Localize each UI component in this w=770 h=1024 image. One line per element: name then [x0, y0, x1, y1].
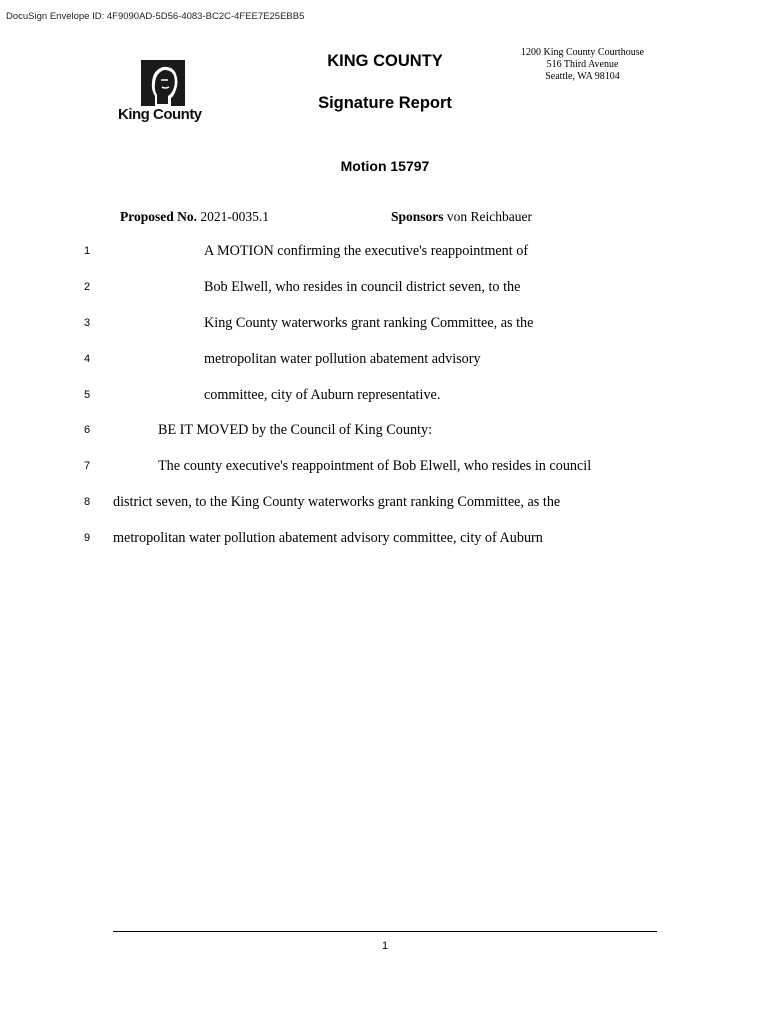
docusign-envelope-id: DocuSign Envelope ID: 4F9090AD-5D56-4083-BC2C-4FEE7E25EBB5	[6, 11, 305, 22]
motion-line: King County waterworks grant ranking Committee, as the	[204, 315, 534, 331]
address-line: 516 Third Avenue	[546, 59, 619, 70]
sponsors	[391, 209, 532, 225]
report-title: Signature Report	[318, 94, 452, 112]
sponsors-value: von Reichbauer	[446, 209, 532, 224]
motion-line: A MOTION confirming the executive's reappointment of	[204, 243, 529, 259]
motion-line: The county executive's reappointment of Bob Elwell, who resides in council	[158, 458, 592, 474]
proposed-label: Proposed No.	[120, 209, 198, 224]
motion-line: Bob Elwell, who resides in council district seven, to the	[204, 279, 521, 295]
line-number: 1	[84, 245, 91, 257]
line-number: 6	[84, 424, 91, 436]
logo-text: King County	[118, 106, 202, 123]
address-line: 1200 King County Courthouse	[520, 47, 645, 58]
king-county-mlk-logo-icon	[141, 60, 185, 106]
line-number: 8	[84, 496, 91, 508]
line-number: 7	[84, 460, 91, 472]
proposed-number	[120, 209, 269, 225]
line-number: 3	[84, 317, 91, 329]
motion-line: district seven, to the King County waterworks grant ranking Committee, as the	[113, 494, 561, 510]
address-line: Seattle, WA 98104	[545, 71, 620, 82]
page-number: 1	[381, 940, 389, 952]
motion-line: committee, city of Auburn representative.	[204, 387, 441, 403]
motion-title: Motion 15797	[340, 158, 430, 174]
org-title: KING COUNTY	[327, 52, 443, 70]
motion-line: metropolitan water pollution abatement advisory	[204, 351, 481, 367]
line-number: 2	[84, 281, 91, 293]
proposed-value: 2021-0035.1	[200, 209, 270, 224]
king-county-logo	[118, 58, 218, 128]
line-number: 9	[84, 532, 91, 544]
motion-line: metropolitan water pollution abatement advisory committee, city of Auburn	[113, 530, 543, 546]
line-number: 4	[84, 353, 91, 365]
address-block	[505, 47, 660, 83]
line-number: 5	[84, 389, 91, 401]
sponsors-label: Sponsors	[391, 209, 444, 224]
footer-divider	[113, 931, 657, 932]
motion-line: BE IT MOVED by the Council of King County:	[158, 422, 433, 438]
